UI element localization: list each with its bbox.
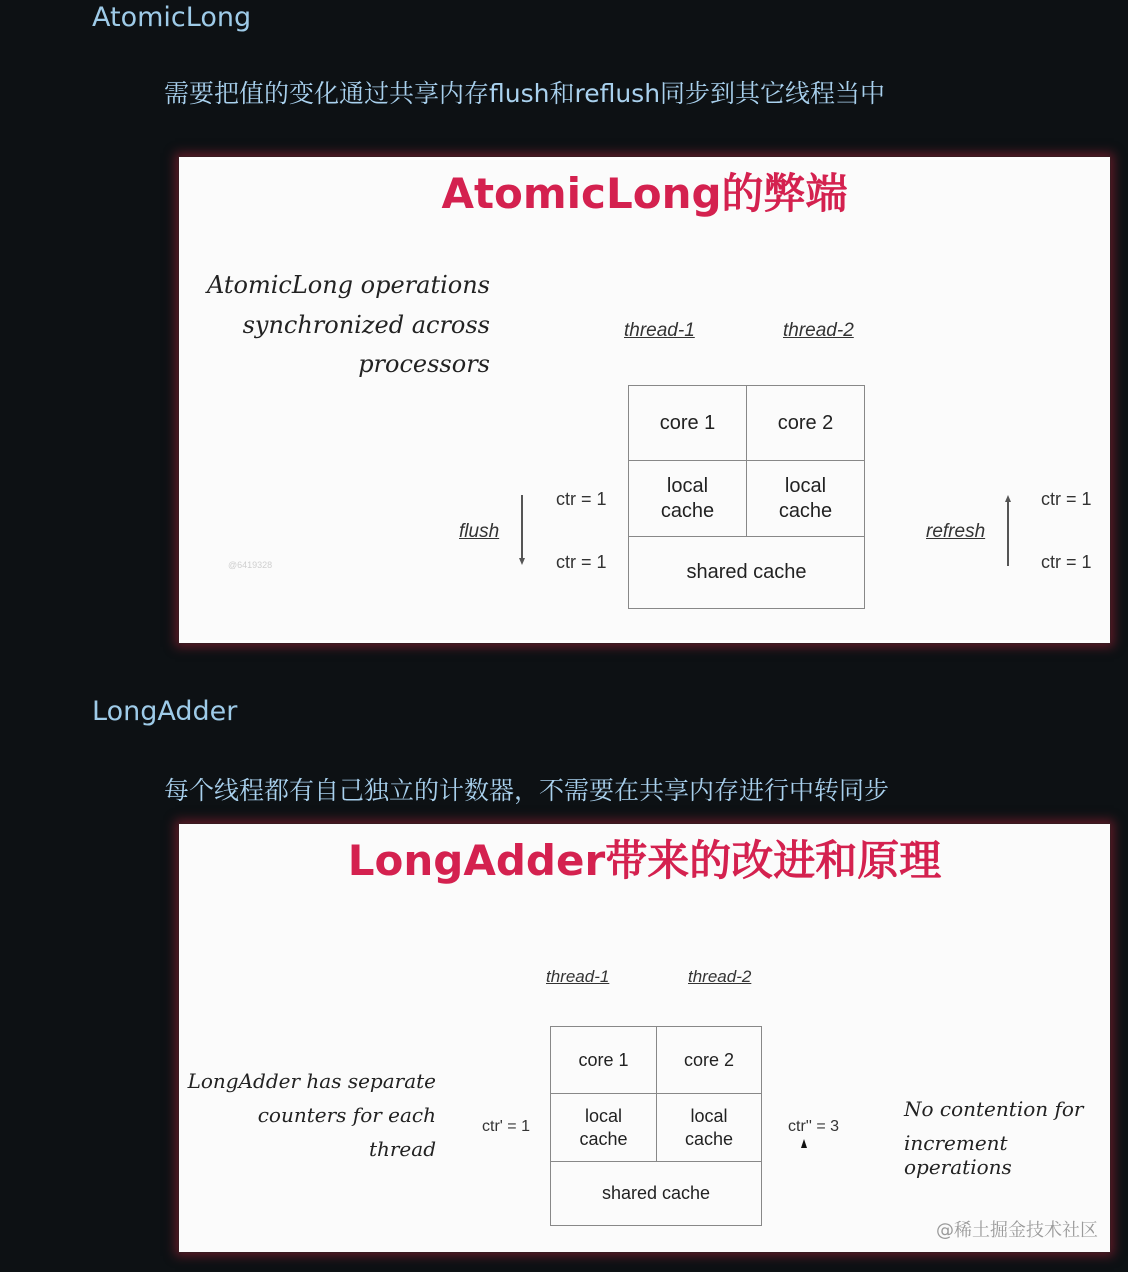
atomiclong-slide-image xyxy=(178,156,1111,644)
site-watermark: @稀土掘金技术社区 xyxy=(936,1220,1098,1241)
cache-diagram xyxy=(628,385,865,609)
ctr-right-top: ctr = 1 xyxy=(1041,489,1092,509)
slide-note-left-line: counters for each xyxy=(257,1103,436,1127)
local-cache-2-cell: local cache xyxy=(656,1093,761,1161)
local-cache-2-cell: local cache xyxy=(746,460,864,536)
core-2-cell: core 2 xyxy=(746,386,864,460)
ctr-right-bottom: ctr = 1 xyxy=(1041,552,1092,572)
shared-cache-cell: shared cache xyxy=(551,1161,761,1225)
slide-note-left-line: thread xyxy=(368,1137,436,1161)
local-cache-1-cell: local cache xyxy=(551,1093,656,1161)
flush-arrow-head xyxy=(519,558,525,565)
core-1-cell: core 1 xyxy=(659,411,716,434)
slide-title: LongAdder带来的改进和原理 xyxy=(347,836,942,885)
mouse-cursor-icon xyxy=(801,1139,807,1148)
longadder-slide-image xyxy=(178,823,1111,1253)
local-cache-1-cell: local cache xyxy=(629,460,746,536)
flush-label: flush xyxy=(459,521,500,542)
refresh-arrow-head xyxy=(1005,495,1011,502)
shared-cache-cell: shared cache xyxy=(629,536,864,608)
section-heading-atomiclong: AtomicLong xyxy=(92,2,252,33)
slide-watermark: @6419328 xyxy=(228,560,273,570)
section-description-atomiclong: 需要把值的变化通过共享内存flush和reflush同步到其它线程当中 xyxy=(164,79,886,108)
core-1-cell: core 1 xyxy=(578,1049,629,1070)
slide-note-line: AtomicLong operations xyxy=(206,271,490,299)
thread-1-label: thread-1 xyxy=(624,320,695,341)
ctr-left-top: ctr = 1 xyxy=(556,489,607,509)
slide-note-right-line: No contention for xyxy=(904,1097,1084,1121)
thread-2-label: thread-2 xyxy=(688,967,752,986)
section-heading-longadder: LongAdder xyxy=(92,696,238,727)
slide-title: AtomicLong的弊端 xyxy=(441,169,848,218)
ctr-right: ctr'' = 3 xyxy=(788,1118,840,1135)
slide-note-line: processors xyxy=(358,350,490,378)
refresh-arrow-line xyxy=(1007,502,1009,566)
ctr-left: ctr' = 1 xyxy=(482,1118,530,1135)
thread-1-label: thread-1 xyxy=(546,967,610,986)
thread-2-label: thread-2 xyxy=(783,320,854,341)
slide-note-right-line: increment operations xyxy=(904,1131,1012,1179)
slide-note-line: synchronized across xyxy=(242,311,490,339)
slide-note-left-line: LongAdder has separate xyxy=(187,1069,436,1093)
cache-diagram xyxy=(550,1026,762,1226)
core-2-cell: core 2 xyxy=(656,1027,761,1093)
flush-arrow-line xyxy=(521,495,523,559)
refresh-label: refresh xyxy=(926,521,986,542)
section-description-longadder: 每个线程都有自己独立的计数器，不需要在共享内存进行中转同步 xyxy=(164,776,890,805)
ctr-left-bottom: ctr = 1 xyxy=(556,552,607,572)
